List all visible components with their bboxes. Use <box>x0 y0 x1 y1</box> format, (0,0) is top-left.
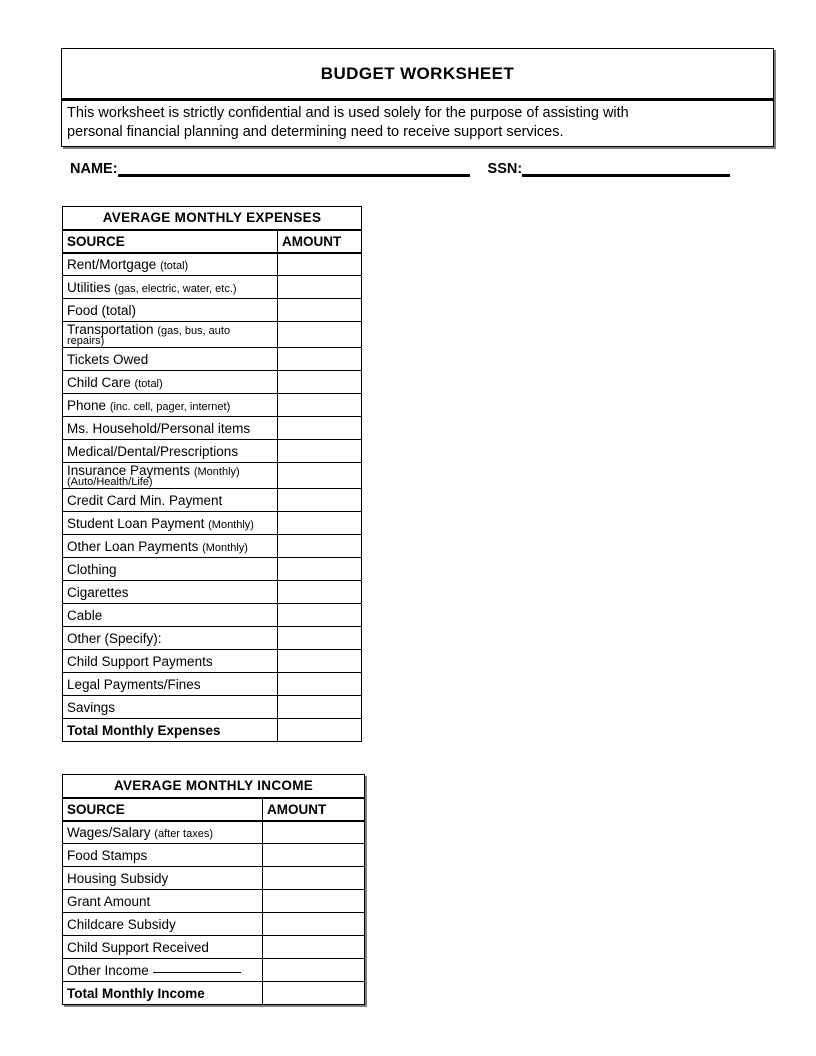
income-source-cell <box>63 821 263 844</box>
expenses-amount-cell[interactable] <box>278 463 362 489</box>
income-amount-cell[interactable] <box>263 936 365 959</box>
expenses-amount-cell[interactable] <box>278 581 362 604</box>
table-row <box>63 558 362 581</box>
expenses-col-amount: AMOUNT <box>278 230 362 253</box>
table-row <box>63 489 362 512</box>
table-row <box>63 348 362 371</box>
expenses-source-cell <box>63 558 278 581</box>
expenses-row-label: Student Loan Payment <box>67 515 205 531</box>
table-row <box>63 463 362 489</box>
expenses-row-label: Ms. Household/Personal items <box>67 420 251 436</box>
table-row <box>63 890 365 913</box>
income-amount-cell[interactable] <box>263 867 365 890</box>
expenses-amount-cell[interactable] <box>278 322 362 348</box>
expenses-amount-cell[interactable] <box>278 604 362 627</box>
note-line-1: This worksheet is strictly confidential and is used solely for the purpose of assisting with <box>67 105 629 121</box>
table-row <box>63 936 365 959</box>
expenses-amount-cell[interactable] <box>278 650 362 673</box>
table-row <box>63 673 362 696</box>
expenses-row-label: Cable <box>67 607 103 623</box>
table-row <box>63 913 365 936</box>
ssn-input[interactable] <box>522 160 730 177</box>
expenses-row-sublabel: (total) <box>134 377 163 390</box>
table-row <box>63 253 362 276</box>
expenses-row-sublabel: (inc. cell, pager, internet) <box>109 400 231 413</box>
expenses-source-cell <box>63 276 278 299</box>
income-source-cell <box>63 867 263 890</box>
expenses-source-cell <box>63 604 278 627</box>
income-row-label: Wages/Salary <box>67 824 151 840</box>
expenses-row-label: Insurance Payments <box>67 463 191 478</box>
expenses-source-cell <box>63 650 278 673</box>
expenses-column-header-row <box>63 230 362 253</box>
income-col-amount: AMOUNT <box>263 798 365 821</box>
expenses-amount-cell[interactable] <box>278 535 362 558</box>
expenses-total-label: Total Monthly Expenses <box>63 719 278 742</box>
expenses-row-label: Child Care <box>67 374 131 390</box>
expenses-source-cell <box>63 463 278 489</box>
expenses-total-amount[interactable] <box>278 719 362 742</box>
table-row <box>63 276 362 299</box>
expenses-amount-cell[interactable] <box>278 627 362 650</box>
ssn-label: SSN: <box>487 161 523 177</box>
expenses-source-cell <box>63 322 278 348</box>
table-row <box>63 604 362 627</box>
income-row-write-in[interactable] <box>153 972 241 973</box>
income-row-label: Grant Amount <box>67 893 151 909</box>
table-row <box>63 322 362 348</box>
table-row <box>63 299 362 322</box>
income-source-cell <box>63 936 263 959</box>
income-total-amount[interactable] <box>263 982 365 1005</box>
expenses-row-label: Clothing <box>67 561 117 577</box>
expenses-amount-cell[interactable] <box>278 253 362 276</box>
income-total-row <box>63 982 365 1005</box>
expenses-amount-cell[interactable] <box>278 348 362 371</box>
expenses-row-sublabel: (Monthly) <box>202 541 248 554</box>
expenses-row-label: Food (total) <box>67 302 137 318</box>
expenses-source-cell <box>63 696 278 719</box>
income-row-label: Housing Subsidy <box>67 870 169 886</box>
expenses-row-sublabel-2: (Auto/Health/Life) <box>67 476 153 488</box>
expenses-source-cell <box>63 299 278 322</box>
expenses-amount-cell[interactable] <box>278 512 362 535</box>
expenses-row-sublabel: (gas, bus, auto <box>157 325 231 337</box>
title-box <box>61 48 774 99</box>
income-row-label: Food Stamps <box>67 847 148 863</box>
income-source-cell <box>63 890 263 913</box>
expenses-row-label: Child Support Payments <box>67 653 213 669</box>
name-input[interactable] <box>118 160 470 177</box>
expenses-source-cell <box>63 535 278 558</box>
income-band-row <box>63 775 365 798</box>
expenses-source-cell <box>63 253 278 276</box>
expenses-row-label: Other (Specify): <box>67 630 162 646</box>
table-row <box>63 535 362 558</box>
expenses-row-sublabel: (Monthly) <box>208 518 254 531</box>
income-amount-cell[interactable] <box>263 821 365 844</box>
expenses-row-label: Medical/Dental/Prescriptions <box>67 443 239 459</box>
income-row-label: Other Income <box>67 962 149 978</box>
income-source-cell <box>63 913 263 936</box>
income-amount-cell[interactable] <box>263 890 365 913</box>
expenses-band-title: AVERAGE MONTHLY EXPENSES <box>63 207 362 230</box>
table-row <box>63 440 362 463</box>
table-row <box>63 650 362 673</box>
expenses-amount-cell[interactable] <box>278 417 362 440</box>
expenses-source-cell <box>63 348 278 371</box>
expenses-source-cell <box>63 394 278 417</box>
income-row-label: Childcare Subsidy <box>67 916 176 932</box>
expenses-row-label: Utilities <box>67 279 111 295</box>
income-col-source: SOURCE <box>63 798 263 821</box>
confidentiality-note <box>61 99 774 147</box>
table-row <box>63 867 365 890</box>
income-column-header-row <box>63 798 365 821</box>
expenses-row-label: Legal Payments/Fines <box>67 676 201 692</box>
table-row <box>63 627 362 650</box>
expenses-source-cell <box>63 417 278 440</box>
expenses-source-cell <box>63 371 278 394</box>
expenses-source-cell <box>63 440 278 463</box>
expenses-amount-cell[interactable] <box>278 299 362 322</box>
expenses-source-cell <box>63 627 278 650</box>
expenses-row-label: Savings <box>67 699 116 715</box>
expenses-row-label: Tickets Owed <box>67 351 149 367</box>
table-row <box>63 417 362 440</box>
expenses-row-sublabel: (gas, electric, water, etc.) <box>114 282 237 295</box>
income-amount-cell[interactable] <box>263 913 365 936</box>
income-row-sublabel: (after taxes) <box>154 827 213 840</box>
expenses-amount-cell[interactable] <box>278 440 362 463</box>
table-row <box>63 821 365 844</box>
expenses-band-row <box>63 207 362 230</box>
table-row <box>63 394 362 417</box>
worksheet-header <box>61 48 774 147</box>
income-amount-cell[interactable] <box>263 844 365 867</box>
expenses-source-cell <box>63 581 278 604</box>
expenses-amount-cell[interactable] <box>278 673 362 696</box>
income-row-label: Child Support Received <box>67 939 209 955</box>
income-total-label: Total Monthly Income <box>63 982 263 1005</box>
average-monthly-income-table <box>62 774 365 1005</box>
expenses-amount-cell[interactable] <box>278 558 362 581</box>
expenses-amount-cell[interactable] <box>278 394 362 417</box>
expenses-col-source: SOURCE <box>63 230 278 253</box>
expenses-amount-cell[interactable] <box>278 276 362 299</box>
income-amount-cell[interactable] <box>263 959 365 982</box>
table-row <box>63 371 362 394</box>
income-source-cell <box>63 844 263 867</box>
table-row <box>63 959 365 982</box>
expenses-row-label: Transportation <box>67 322 154 337</box>
expenses-row-label: Phone <box>67 397 107 413</box>
note-line-2: personal financial planning and determining need to receive support services. <box>67 124 564 140</box>
income-band-title: AVERAGE MONTHLY INCOME <box>63 775 365 798</box>
average-monthly-expenses-table <box>62 206 362 742</box>
expenses-amount-cell[interactable] <box>278 696 362 719</box>
expenses-source-cell <box>63 489 278 512</box>
expenses-source-cell <box>63 512 278 535</box>
expenses-amount-cell[interactable] <box>278 489 362 512</box>
name-label: NAME: <box>70 161 118 177</box>
table-row <box>63 581 362 604</box>
income-source-cell <box>63 959 263 982</box>
expenses-source-cell <box>63 673 278 696</box>
expenses-row-label: Credit Card Min. Payment <box>67 492 223 508</box>
expenses-row-sublabel: (Monthly) <box>193 466 240 478</box>
identity-row <box>70 160 770 177</box>
expenses-row-label: Rent/Mortgage <box>67 256 157 272</box>
expenses-row-label: Cigarettes <box>67 584 129 600</box>
expenses-total-row <box>63 719 362 742</box>
expenses-row-sublabel: (total) <box>160 259 189 272</box>
table-row <box>63 512 362 535</box>
expenses-amount-cell[interactable] <box>278 371 362 394</box>
expenses-row-sublabel-2: repairs) <box>67 335 105 347</box>
table-row <box>63 696 362 719</box>
expenses-row-label: Other Loan Payments <box>67 538 199 554</box>
table-row <box>63 844 365 867</box>
page-title: BUDGET WORKSHEET <box>320 63 515 83</box>
